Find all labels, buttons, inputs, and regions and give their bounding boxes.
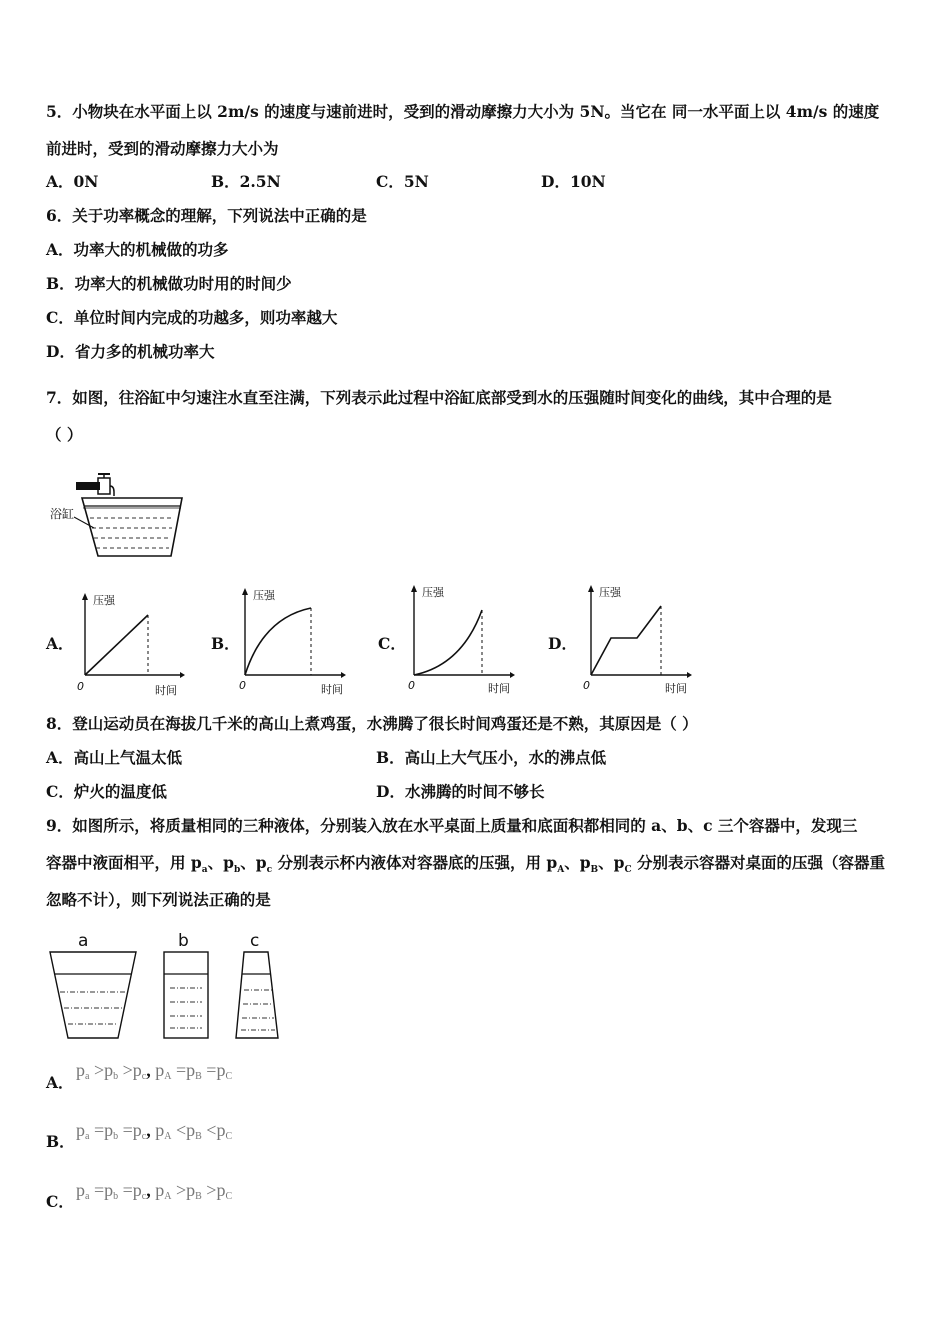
q8-stem: 8．登山运动员在海拔几千米的高山上煮鸡蛋，水沸腾了很长时间鸡蛋还是不熟，其原因是（ ） bbox=[46, 714, 698, 733]
graph-b-ylabel: 压强 bbox=[253, 589, 275, 602]
container-b bbox=[164, 952, 208, 1038]
faucet-pipe bbox=[76, 482, 100, 490]
graph-d bbox=[577, 580, 695, 698]
graph-b bbox=[233, 583, 348, 698]
q7-option-a-label: A． bbox=[46, 634, 74, 653]
q9-option-c-label: C． bbox=[46, 1192, 74, 1211]
q7-option-c-label: C． bbox=[378, 634, 406, 653]
bathtub-figure bbox=[46, 470, 196, 565]
q5-option-a: A．0N bbox=[46, 172, 99, 191]
q9-stem-line3: 忽略不计），则下列说法正确的是 bbox=[46, 890, 271, 909]
graph-d-ylabel: 压强 bbox=[599, 586, 621, 599]
container-b-label: b bbox=[178, 931, 189, 951]
q9-stem-line2: 容器中液面相平，用 $p_a$、$p_b$、$p_c$ 分别表示杯内液体对容器底的压强，用 $p_A$、$p_B$、$p_C$ 分别表示容器对桌面的压强（容器重 bbox=[46, 853, 886, 876]
q5-stem-line2: 前进时，受到的滑动摩擦力大小为 bbox=[46, 139, 279, 158]
q5-option-b: B．2.5N bbox=[211, 172, 281, 191]
container-a bbox=[50, 952, 136, 1038]
graph-c-curve bbox=[414, 610, 482, 675]
q8-option-a: A．高山上气温太低 bbox=[46, 748, 183, 767]
graph-c-ylabel: 压强 bbox=[422, 586, 444, 599]
q9-stem-line1: 9．如图所示，将质量相同的三种液体，分别装入放在水平桌面上质量和底面积都相同的 a、b、c 三个容器中，发现三 bbox=[46, 816, 858, 835]
q9-option-c-formula: $p_a =p_b =p_c$, $p_A >p_B >p_C$ bbox=[76, 1180, 233, 1202]
container-a-label: a bbox=[78, 931, 89, 951]
graph-b-xlabel: 时间 bbox=[321, 683, 343, 696]
q8-option-c: C．炉火的温度低 bbox=[46, 782, 167, 801]
container-c-label: c bbox=[250, 931, 260, 951]
graph-a-curve bbox=[85, 615, 148, 675]
q6-option-a: A．功率大的机械做的功多 bbox=[46, 240, 229, 259]
graph-a-ylabel: 压强 bbox=[93, 594, 115, 607]
q6-stem: 6．关于功率概念的理解，下列说法中正确的是 bbox=[46, 206, 367, 225]
q9-option-a-formula: $p_a >p_b >p_c$, $p_A =p_B =p_C$ bbox=[76, 1060, 233, 1082]
graph-d-curve bbox=[591, 606, 661, 675]
graph-d-xlabel: 时间 bbox=[665, 682, 687, 695]
q7-stem-line1: 7．如图，往浴缸中匀速注水直至注满，下列表示此过程中浴缸底部受到水的压强随时间变化的曲线，其中合理的是 bbox=[46, 388, 832, 407]
graph-d-origin: 0 bbox=[583, 679, 590, 692]
tub-label: 浴缸 bbox=[50, 507, 75, 521]
graph-a bbox=[75, 590, 185, 700]
graph-c bbox=[402, 580, 517, 698]
q8-option-b: B．高山上大气压小，水的沸点低 bbox=[376, 748, 607, 767]
q6-option-b: B．功率大的机械做功时用的时间少 bbox=[46, 274, 292, 293]
q8-option-d: D．水沸腾的时间不够长 bbox=[376, 782, 545, 801]
container-c bbox=[236, 952, 278, 1038]
q5-stem-line1: 5．小物块在水平面上以 2m/s 的速度与速前进时，受到的滑动摩擦力大小为 5N。当它在 同一水平面上以 4m/s 的速度 bbox=[46, 102, 880, 121]
q5-option-d: D．10N bbox=[541, 172, 606, 191]
q7-option-b-label: B． bbox=[211, 634, 240, 653]
q7-stem-line2: （ ） bbox=[46, 425, 83, 444]
q7-option-d-label: D． bbox=[548, 634, 577, 653]
graph-c-xlabel: 时间 bbox=[488, 682, 510, 695]
tub-outline bbox=[82, 498, 182, 556]
graph-a-xlabel: 时间 bbox=[155, 684, 177, 697]
graph-b-curve bbox=[245, 608, 311, 675]
q6-option-d: D．省力多的机械功率大 bbox=[46, 342, 215, 361]
q6-option-c: C．单位时间内完成的功越多，则功率越大 bbox=[46, 308, 338, 327]
graph-c-origin: 0 bbox=[408, 679, 415, 692]
q9-option-a-label: A． bbox=[46, 1073, 74, 1092]
containers-figure bbox=[46, 928, 286, 1043]
q5-option-c: C．5N bbox=[376, 172, 429, 191]
graph-b-origin: 0 bbox=[239, 679, 246, 692]
graph-a-origin: 0 bbox=[77, 680, 84, 693]
q9-option-b-label: B． bbox=[46, 1132, 75, 1151]
q9-option-b-formula: $p_a =p_b =p_c$, $p_A <p_B <p_C$ bbox=[76, 1120, 233, 1142]
